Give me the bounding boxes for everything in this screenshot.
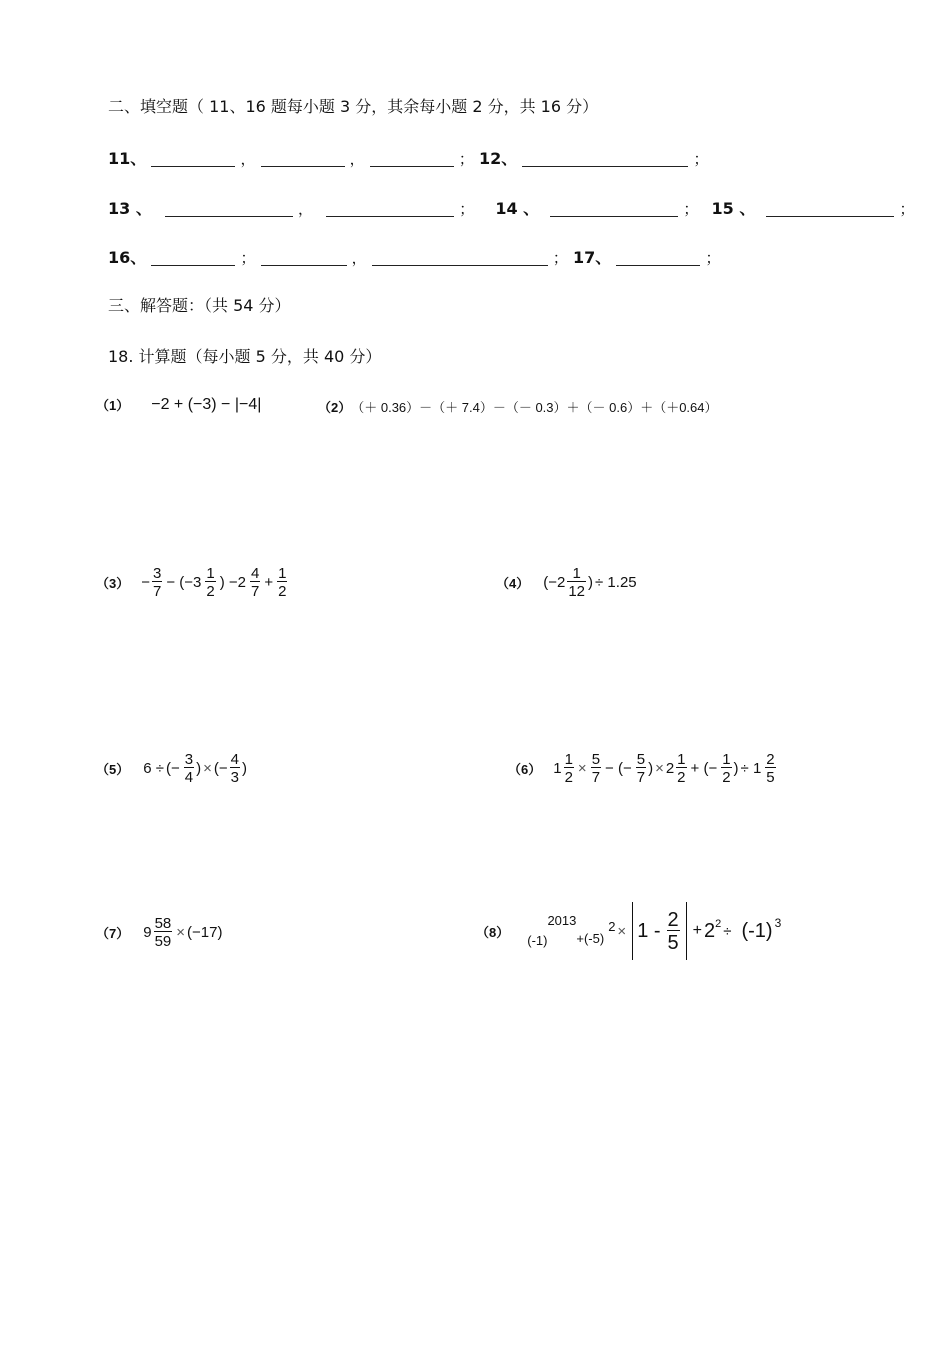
problem-3 xyxy=(96,566,289,599)
problem-6-expression: 1 $\frac{1}{2}$ × $\frac{5}{7}$ − (− $\frac{5}{7}$ ) × 2 $\frac{1}{2}$ + (− $\frac{1}{2}$ ) ÷ 1 $\frac{2}{5}$ xyxy=(553,751,775,786)
answer-blank-11a[interactable] xyxy=(151,150,235,167)
separator: ， xyxy=(349,150,365,168)
base-b: +(-5) xyxy=(576,930,605,946)
fraction: $\frac{5}{7}$ xyxy=(591,751,601,786)
exponent-c: 2 xyxy=(715,918,722,930)
answer-blank-14[interactable] xyxy=(550,200,678,217)
separator: ； xyxy=(552,249,568,267)
separator: ， xyxy=(298,200,314,218)
separator: ； xyxy=(683,200,699,218)
problem-number: （3） xyxy=(96,576,130,591)
fraction: $\frac{1}{2}$ xyxy=(722,751,731,786)
answer-blank-16c[interactable] xyxy=(372,249,548,266)
fraction: $\frac{5}{7}$ xyxy=(636,751,646,786)
fraction: $\frac{2}{5}$ xyxy=(667,908,679,954)
problem-4-expression: (−2 $\frac{1}{12}$ ) ÷ 1.25 xyxy=(543,565,637,600)
problem-number: （8） xyxy=(476,924,510,940)
problem-3-expression: − $\frac{3}{7}$ − (−3 $\frac{1}{2}$ ) −2 $\frac{4}{7}$ + $\frac{1}{2}$ xyxy=(141,565,287,600)
answer-blank-11c[interactable] xyxy=(370,150,454,167)
fraction: $\frac{1}{12}$ xyxy=(568,565,586,600)
base-d: (-1) xyxy=(741,919,773,942)
abs-bar-right xyxy=(686,902,687,960)
problem-number: （6） xyxy=(508,762,542,777)
fill-row-11-12 xyxy=(108,146,708,169)
problem-2-expression: （＋ 0.36）－（＋ 7.4）－（－ 0.3）＋（－ 0.6）＋（＋0.64） xyxy=(351,400,718,415)
section-2-heading: 二、填空题（ 11、16 题每小题 3 分，其余每小题 2 分，共 16 分） xyxy=(108,97,599,116)
fraction: $\frac{3}{7}$ xyxy=(153,565,162,600)
separator: ； xyxy=(693,150,709,168)
problem-number: （7） xyxy=(96,926,130,941)
problem-1 xyxy=(96,395,261,414)
problem-4-tail: ÷ 1.25 xyxy=(595,574,637,591)
fraction: $\frac{3}{4}$ xyxy=(184,751,194,786)
answer-blank-16b[interactable] xyxy=(261,249,347,266)
fraction: $\frac{1}{2}$ xyxy=(564,751,573,786)
fraction: $\frac{4}{3}$ xyxy=(230,751,239,786)
answer-blank-12[interactable] xyxy=(522,150,688,167)
base-c: 2 xyxy=(704,919,716,942)
problem-8-expression: (-1) 2013 +(-5) 2 × 1 - $\frac{2}{5}$ + 2 2 ÷ (-1) 3 xyxy=(527,902,781,960)
problem-1-expression: −2 + (−3) − |−4| xyxy=(151,395,262,413)
fraction: $\frac{1}{2}$ xyxy=(677,751,686,786)
abs-bar-left xyxy=(632,902,633,960)
answer-blank-13b[interactable] xyxy=(326,200,454,217)
question-15-label: 15 、 xyxy=(711,199,756,218)
separator: ； xyxy=(458,150,474,168)
base-a: (-1) xyxy=(527,932,548,948)
exponent-b: 2 xyxy=(608,918,616,934)
separator: ， xyxy=(351,249,367,267)
answer-blank-16a[interactable] xyxy=(151,249,235,266)
answer-blank-11b[interactable] xyxy=(261,150,345,167)
question-11-label: 11、 xyxy=(108,149,147,168)
answer-blank-13a[interactable] xyxy=(165,200,293,217)
separator: ； xyxy=(240,249,256,267)
problem-7-expression: 9 $\frac{58}{59}$ × (−17) xyxy=(143,915,223,950)
separator: ； xyxy=(459,200,475,218)
exponent-d: 3 xyxy=(774,916,782,930)
problem-number: （2） xyxy=(318,400,352,415)
question-12-label: 12、 xyxy=(478,149,518,168)
question-14-label: 14 、 xyxy=(495,199,540,218)
exponent-a: 2013 xyxy=(547,912,577,928)
question-16-label: 16、 xyxy=(108,248,147,267)
problem-5 xyxy=(96,752,247,785)
fraction: $\frac{1}{2}$ xyxy=(206,565,215,600)
fraction: $\frac{4}{7}$ xyxy=(250,565,260,600)
fraction: $\frac{58}{59}$ xyxy=(154,915,172,950)
problem-number: （4） xyxy=(496,576,530,591)
problem-2 xyxy=(318,397,718,416)
problem-7 xyxy=(96,916,222,949)
problem-5-lead: 6 ÷ xyxy=(143,760,164,777)
answer-blank-15[interactable] xyxy=(766,200,894,217)
problem-4 xyxy=(496,566,639,599)
problem-7-tail: (−17) xyxy=(187,924,223,941)
problem-number: （5） xyxy=(96,762,130,777)
section-3-heading: 三、解答题：（共 54 分） xyxy=(108,296,291,315)
fill-row-16-17 xyxy=(108,245,720,268)
separator: ， xyxy=(240,150,256,168)
problem-number: （1） xyxy=(96,398,130,413)
fraction: $\frac{1}{2}$ xyxy=(278,565,287,600)
separator: ； xyxy=(705,249,721,267)
question-18-heading: 18. 计算题（每小题 5 分，共 40 分） xyxy=(108,347,382,366)
problem-6 xyxy=(508,752,778,785)
answer-blank-17[interactable] xyxy=(616,249,700,266)
fill-row-13-15 xyxy=(108,196,915,219)
problem-8 xyxy=(476,902,781,960)
problem-5-expression: 6 ÷ (− $\frac{3}{4}$ ) × (− $\frac{4}{3}$ ) xyxy=(143,751,247,786)
question-17-label: 17、 xyxy=(572,248,612,267)
separator: ； xyxy=(899,200,915,218)
question-13-label: 13 、 xyxy=(108,199,152,218)
fraction: $\frac{2}{5}$ xyxy=(766,751,775,786)
